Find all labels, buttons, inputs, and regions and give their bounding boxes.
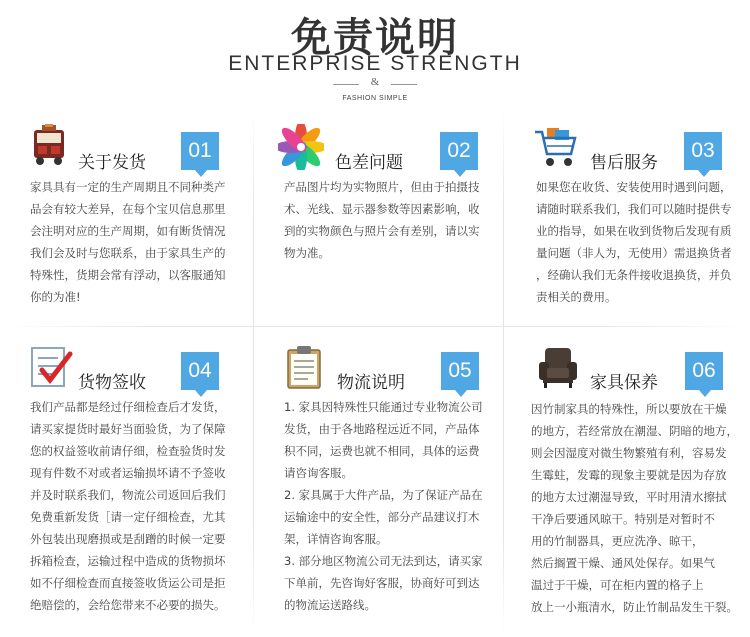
card-number-badge: 02 [440, 132, 478, 170]
armchair-icon [535, 344, 581, 390]
ampersand-line-right [391, 84, 417, 85]
card-shipping [0, 108, 253, 326]
body-line: 到的实物颜色与照片会有差别，请以实 [284, 224, 480, 238]
page-tagline: FASHION SIMPLE [342, 95, 408, 102]
card-body [284, 176, 496, 264]
body-line: 我们会及时与您联系，由于家具生产的 [30, 246, 226, 260]
body-line: 运输途中的安全性，部分产品建议打木 [284, 510, 480, 524]
page-subtitle-en: ENTERPRISE STRENGTH [228, 52, 522, 75]
ampersand: & [370, 76, 380, 88]
body-line: 量问题（非人为，无使用）需退换货者 [536, 246, 732, 260]
body-line: 生霉蛀，发霉的现象主要就是因为存放 [531, 468, 727, 482]
body-line: 责相关的费用。 [536, 290, 617, 304]
body-line: 拆箱检查，运输过程中造成的货物损坏 [30, 554, 226, 568]
card-body [531, 398, 749, 618]
body-line: 积不同，运费也就不相同，具体的运费 [284, 444, 480, 458]
body-line: 如果您在收货、安装使用时遇到问题， [536, 180, 732, 194]
body-line: 发货，由于各地路程远近不同，产品体 [284, 422, 480, 436]
body-line: 你的为准! [30, 290, 81, 304]
card-after-sales [503, 108, 750, 326]
card-title: 售后服务 [590, 153, 658, 173]
body-line: 放上一小瓶清水，防止竹制品发生干裂。 [531, 600, 738, 614]
body-line: 会注明对应的生产周期，如有断货情况 [30, 224, 226, 238]
page-title: 免责说明 [291, 15, 459, 61]
clipboard-icon [282, 344, 328, 390]
body-line: 业的指导，如果在收到货物后发现有质 [536, 224, 732, 238]
card-number-badge: 04 [181, 352, 219, 390]
body-line: 您的权益签收前请仔细，检查验货时发 [30, 444, 226, 458]
card-title: 物流说明 [337, 373, 405, 393]
body-line: 然后搁置干燥、通风处保存。如果气 [531, 556, 715, 570]
shopping-cart-icon [533, 124, 579, 170]
card-body [30, 176, 245, 308]
body-line: 的地方太过潮湿导致，平时用清水擦拭 [531, 490, 727, 504]
body-line: 的物流运送路线。 [284, 598, 376, 612]
body-line: 干净后要通风晾干。特别是对暂时不 [531, 512, 715, 526]
card-receipt [0, 326, 253, 637]
body-line: 请咨询客服。 [284, 466, 353, 480]
body-line: 的地方，若经常放在潮湿、阴暗的地方， [531, 424, 738, 438]
card-number-badge: 01 [181, 132, 219, 170]
body-line: 我们产品都是经过仔细检查后才发货， [30, 400, 226, 414]
card-number-badge: 05 [441, 352, 479, 390]
body-line: 下单前，先咨询好客服，协商好可到达 [284, 576, 480, 590]
card-furniture-care [503, 326, 750, 637]
body-line: 特殊性，货期会常有浮动，以客服通知 [30, 268, 226, 282]
body-line: 请随时联系我们，我们可以随时提供专 [536, 202, 732, 216]
disclaimer-grid [0, 108, 750, 637]
body-line: 2. 家具属于大件产品，为了保证产品在 [284, 488, 483, 502]
body-line: 则会因湿度对微生物繁殖有利，容易发 [531, 446, 727, 460]
body-line: 用的竹制器具，更应洗净、晾干， [531, 534, 704, 548]
body-line: 1. 家具因特殊性只能通过专业物流公司 [284, 400, 483, 414]
card-title: 家具保养 [590, 373, 658, 393]
card-title: 货物签收 [78, 373, 146, 393]
card-number-badge: 06 [685, 352, 723, 390]
body-line: 绝赔偿的，会给您带来不必要的损失。 [30, 598, 226, 612]
card-body [536, 176, 748, 308]
delivery-truck-icon [28, 124, 74, 170]
card-body [284, 396, 498, 616]
body-line: 并及时联系我们，物流公司返回后我们 [30, 488, 226, 502]
checklist-icon [28, 344, 74, 390]
card-logistics [253, 326, 503, 637]
body-line: 物为准。 [284, 246, 330, 260]
body-line: 温过于干燥，可在柜内置的格子上 [531, 578, 704, 592]
card-color-difference [253, 108, 503, 326]
page-header [0, 0, 750, 108]
body-line: 术、光线、显示器参数等因素影响，收 [284, 202, 480, 216]
body-line: 请买家提货时最好当面验货，为了保障 [30, 422, 226, 436]
card-title: 关于发货 [78, 153, 146, 173]
body-line: 现有件数不对或者运输损坏请不予签收 [30, 466, 226, 480]
body-line: 因竹制家具的特殊性，所以要放在干燥 [531, 402, 727, 416]
body-line: 产品图片均为实物照片，但由于拍摄技 [284, 180, 480, 194]
body-line: 3. 部分地区物流公司无法到达，请买家 [284, 554, 483, 568]
color-wheel-icon [278, 124, 324, 170]
body-line: 外包装出现磨损或是刮蹭的时候一定要 [30, 532, 226, 546]
card-title: 色差问题 [335, 153, 403, 173]
body-line: 免费重新发货［请一定仔细检查，尤其 [30, 510, 226, 524]
body-line: 家具具有一定的生产周期且不同种类产 [30, 180, 226, 194]
body-line: ，经确认我们无条件接收退换货，并负 [536, 268, 732, 282]
body-line: 品会有较大差异，在每个宝贝信息那里 [30, 202, 226, 216]
card-number-badge: 03 [684, 132, 722, 170]
card-body [30, 396, 248, 616]
body-line: 如不仔细检查而直接签收货运公司是拒 [30, 576, 226, 590]
body-line: 架，详情咨询客服。 [284, 532, 388, 546]
